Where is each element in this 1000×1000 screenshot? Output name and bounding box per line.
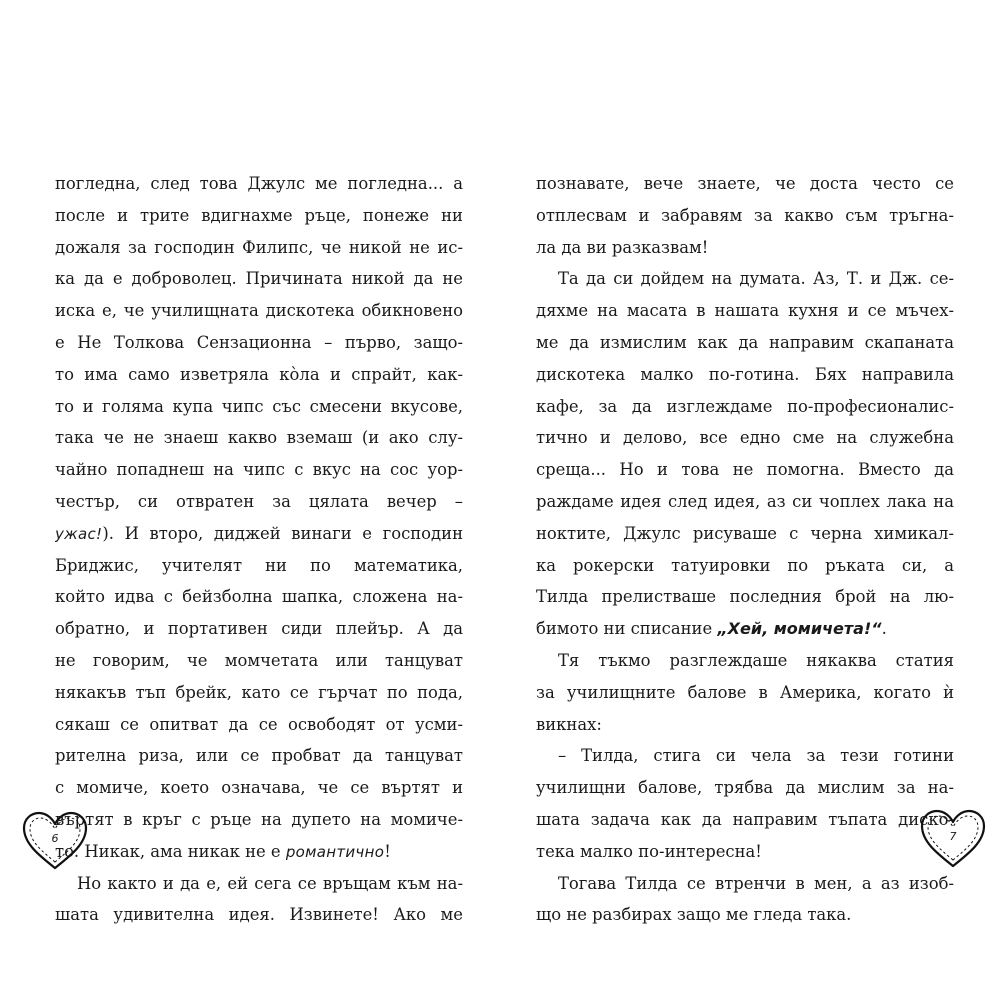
text-line: Бриджис, учителят ни по математика,: [55, 555, 463, 575]
text-line: ла да ви разказвам!: [536, 237, 709, 257]
text-line: познавате, вече знаете, че доста често се: [536, 174, 954, 193]
text-line: ноктите, Джулс рисуваше с черна химикал-: [536, 523, 954, 543]
text-line: училищни балове, трябва да мислим за на-: [536, 778, 954, 798]
text-line: [55, 518, 463, 550]
text-line: среща... Но и това не помогна. Вместо да: [536, 460, 954, 480]
right-page: [500, 0, 1000, 1000]
text-line: дожаля за господин Филипс, че никой не ис-: [55, 237, 463, 257]
text-line: Но както и да е, ей сега се връщам към на-: [77, 873, 463, 893]
text-line: обратно, и портативен сиди плейър. А да: [55, 619, 463, 639]
text-line: то и голяма купа чипс със смесени вкусове,: [55, 396, 463, 416]
text-line: ка да е доброволец. Причината никой да не: [55, 269, 463, 289]
text-line: [536, 613, 954, 645]
text-line: шата удивителна идея. Извинете! Ако ме: [55, 905, 463, 925]
text-line: Тя тъкмо разглеждаше някаква статия: [558, 650, 954, 670]
text-segment: то. Никак, ама никак не е: [55, 841, 286, 861]
text-line: честър, си отвратен за цялата вечер –: [55, 491, 463, 511]
text-line: с момиче, което означава, че се въртят и: [55, 778, 463, 798]
text-line: някакъв тъп брейк, като се гърчат по пода,: [55, 682, 463, 702]
text-line: кафе, за да изглеждаме по-професионалис-: [536, 396, 954, 416]
text-line: викнах:: [536, 714, 602, 734]
text-line: е Не Толкова Сензационна – първо, защо-: [55, 332, 463, 352]
text-line: шата задача как да направим тъпата диско-: [536, 809, 954, 829]
text-line: раждаме идея след идея, аз си чоплех лака на: [536, 491, 954, 511]
text-line: дяхме на масата в нашата кухня и се мъчех-: [536, 301, 954, 321]
text-line: що не разбирах защо ме гледа така.: [536, 905, 852, 925]
text-line: чайно попаднеш на чипс с вкус на сос уор-: [55, 460, 463, 480]
text-line: дискотека малко по-готина. Бях направила: [536, 364, 954, 384]
text-line: тека малко по-интересна!: [536, 841, 762, 861]
text-line: тично и делово, все едно сме на служебна: [536, 428, 954, 448]
text-line: иска е, че училищната дискотека обикновено: [55, 301, 463, 321]
text-line: не говорим, че момчетата или танцуват: [55, 650, 463, 670]
text-segment: !: [384, 841, 391, 861]
text-line: въртят в кръг с ръце на дупето на момиче-: [55, 809, 463, 829]
left-page-text: [55, 168, 463, 931]
text-line: ме да измислим как да направим скапаната: [536, 332, 954, 352]
text-line: Тогава Тилда се втренчи в мен, а аз изоб-: [558, 873, 954, 893]
text-line: рителна риза, или се пробват да танцуват: [55, 746, 463, 766]
text-line: [55, 836, 463, 868]
text-line: Тилда прелистваше последния брой на лю-: [536, 587, 954, 607]
text-line: който идва с бейзболна шапка, сложена на-: [55, 587, 463, 607]
text-line: после и трите вдигнахме ръце, понеже ни: [55, 205, 463, 225]
page-number: 6: [51, 832, 59, 845]
text-segment: ). И второ, диджей винаги е господин: [102, 523, 463, 543]
text-line: Та да си дойдем на думата. Аз, Т. и Дж. се-: [558, 269, 954, 289]
text-segment: бимото ни списание: [536, 619, 718, 639]
right-page-text: [536, 168, 954, 931]
text-line: така че не знаеш какво вземаш (и ако слу-: [55, 428, 463, 448]
text-line: – Тилда, стига си чела за тези готини: [558, 746, 954, 766]
text-line: сякаш се опитват да се освободят от усми-: [55, 714, 463, 734]
page-number: 7: [949, 830, 957, 843]
handwritten-word: ужас!: [55, 524, 103, 543]
text-line: отплесвам и забравям за какво съм тръгна-: [536, 205, 954, 225]
text-line: то има само изветряла кòла и спрайт, как-: [55, 364, 463, 384]
text-line: погледна, след това Джулс ме погледна... а: [55, 174, 463, 193]
handwritten-word: романтично: [285, 842, 385, 861]
page-number-heart: [918, 808, 988, 870]
magazine-title: „Хей, момичета!“: [717, 619, 882, 639]
text-line: ка рокерски татуировки по ръката си, а: [536, 555, 954, 575]
text-segment: .: [881, 619, 887, 639]
text-line: за училищните балове в Америка, когато ѝ: [536, 682, 954, 702]
page-number-heart: [20, 810, 90, 872]
